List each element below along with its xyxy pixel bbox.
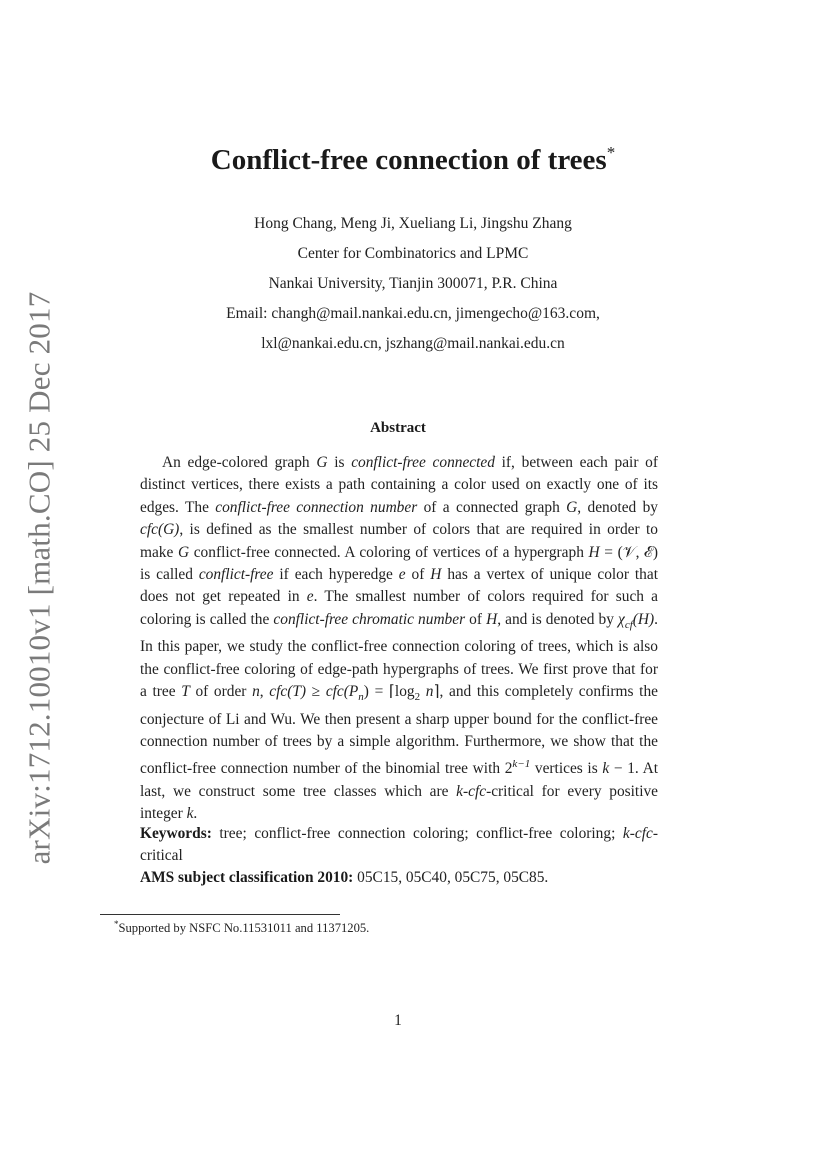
authors: Hong Chang, Meng Ji, Xueliang Li, Jingshu Zhang <box>254 215 572 232</box>
abstract-body: An edge-colored graph G is conflict-free connected if, between each pair of distinct vertices, there exists a path containing a color used on exactly one of its edges. The conflict-free connection number of a connected graph G, denoted by cfc(G), is defined as the smallest number of colors that are required in order to make G conflict-free connected. A coloring of vertices of a hypergraph H = (𝒱, ℰ) is called conflict-free if each hyperedge e of H has a vertex of unique color that does not get repeated in e. The smallest number of colors required for such a coloring is called the conflict-free chromatic number of H, and is denoted by $\chi_{cf}(H)$. In this paper, we study the conflict-free connection coloring of trees, which is also the conflict-free coloring of edge-path hypergraphs of trees. We first prove that for a tree T of order n, $cfc(T) \ge cfc(P_n)$ = $⌈\log_2$ n⌉, and this completely confirms the conjecture of Li and Wu. We then present a sharp upper bound for the conflict-free connection number of trees by a simple algorithm. Furthermore, we show that the conflict-free connection number of the binomial tree with $2^{k-1}$ vertices is k − 1. At last, we construct some tree classes which are k-cfc-critical for every positive integer k. <box>140 454 659 823</box>
term-conflict-free: conflict-free <box>198 566 274 584</box>
page-number: 1 <box>394 1012 402 1029</box>
title-footnote-mark: * <box>606 143 616 162</box>
keywords: Keywords: tree; conflict-free connection coloring; conflict-free coloring; k-cfc-critical <box>140 825 658 864</box>
term-conflict-free-connection-number: conflict-free connection number <box>215 498 418 516</box>
term-conflict-free-chromatic-number: conflict-free chromatic number <box>273 610 466 628</box>
arxiv-stamp <box>14 291 64 865</box>
footnote-text: Supported by NSFC No.11531011 and 11371205. <box>118 921 370 936</box>
email-line-2: lxl@nankai.edu.cn, jszhang@mail.nankai.edu.cn <box>261 335 565 352</box>
arxiv-identifier: arXiv:1712.10010v1 [math.CO] 25 Dec 2017 <box>21 291 57 865</box>
footnote-rule <box>100 914 340 915</box>
ams-codes: 05C15, 05C40, 05C75, 05C85. <box>353 869 549 886</box>
paper-title <box>0 143 826 177</box>
affiliation-line-2: Nankai University, Tianjin 300071, P.R. China <box>268 275 558 292</box>
ams-label: AMS subject classification 2010: <box>140 869 354 886</box>
affiliation-line-1: Center for Combinatorics and LPMC <box>297 245 529 262</box>
abstract-heading: Abstract <box>370 420 426 436</box>
footnote-mark: * <box>114 919 119 929</box>
email-line-1: Email: changh@mail.nankai.edu.cn, jimengecho@163.com, <box>226 305 600 322</box>
title-text: Conflict-free connection of trees <box>210 144 607 176</box>
term-conflict-free-connected: conflict-free connected <box>351 454 495 471</box>
keywords-label: Keywords: <box>140 825 212 842</box>
footnote <box>114 919 369 936</box>
ams-classification <box>140 869 658 887</box>
